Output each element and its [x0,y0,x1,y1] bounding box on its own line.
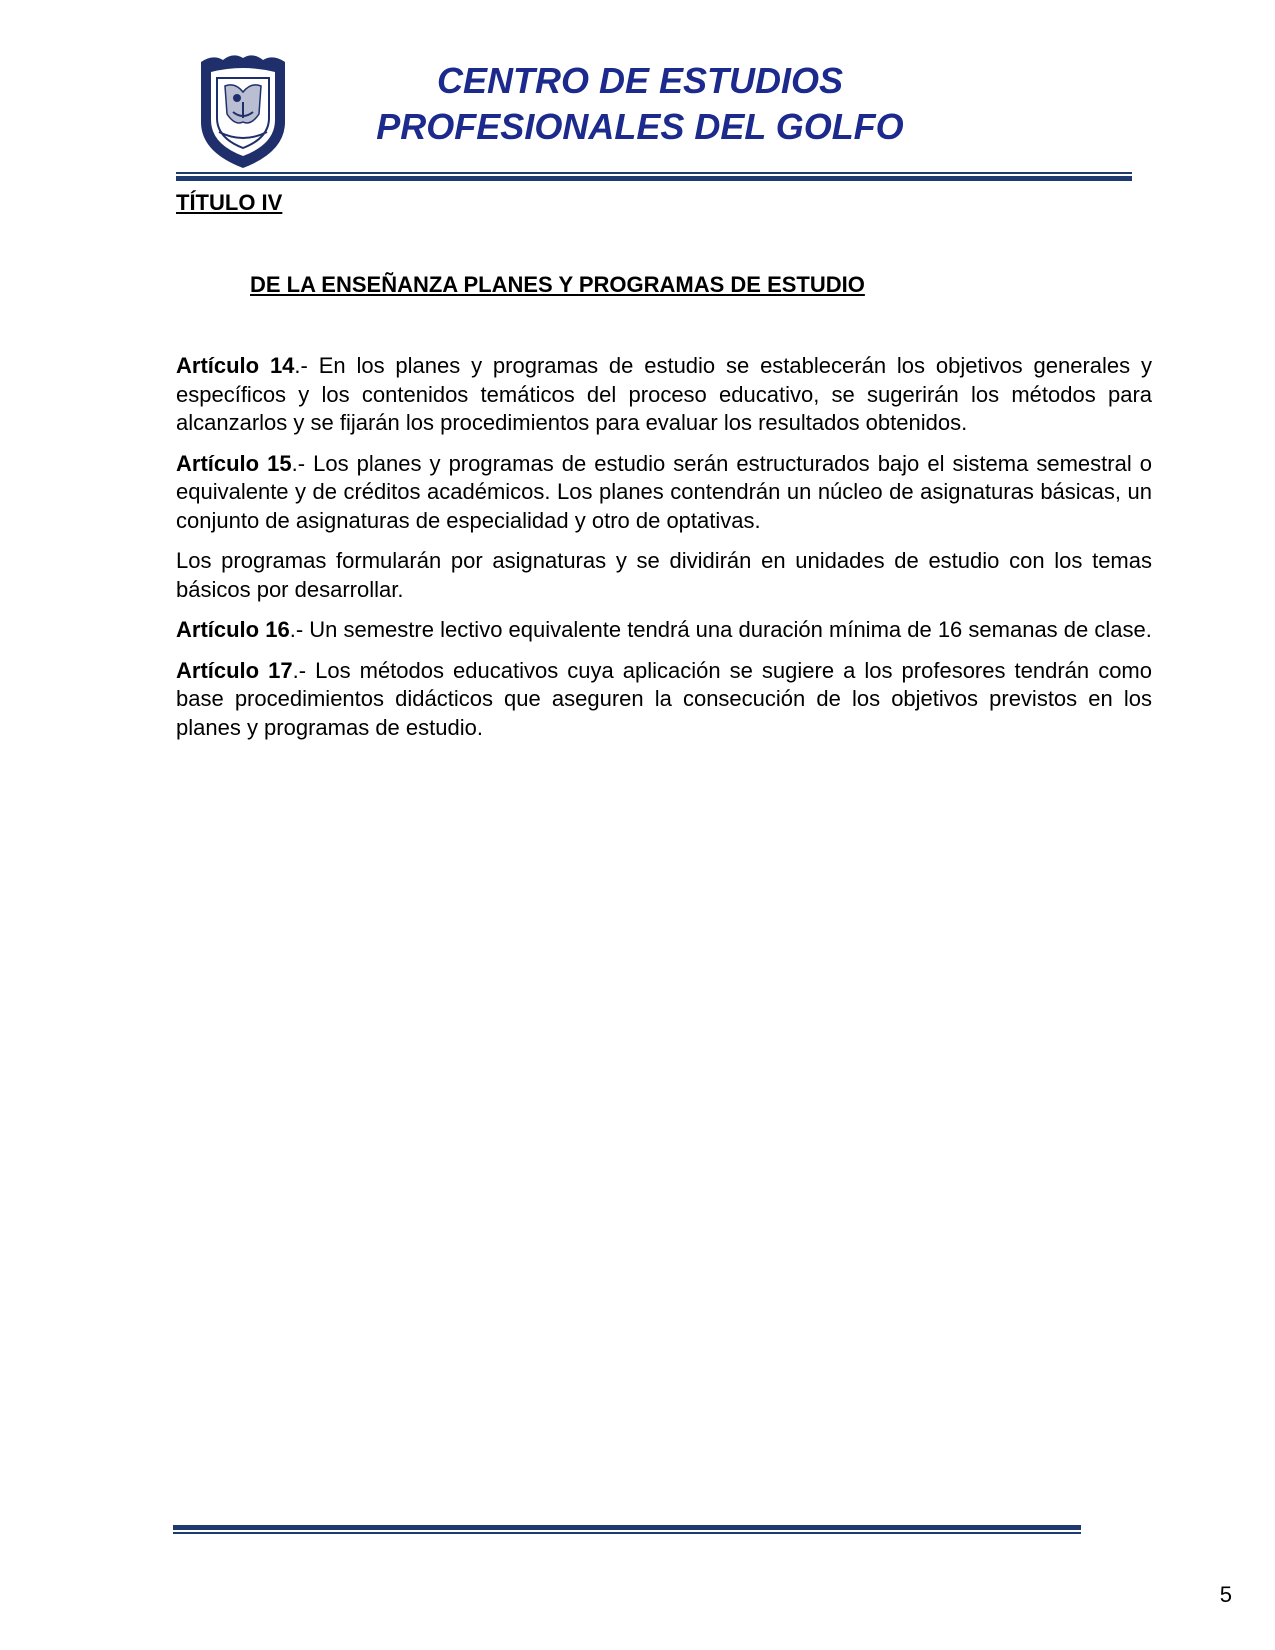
article-label: Artículo 16 [176,617,290,642]
section-heading: DE LA ENSEÑANZA PLANES Y PROGRAMAS DE ESTUDIO [250,272,865,297]
article-text: .- Los métodos educativos cuya aplicación se sugiere a los profesores tendrán como base procedimientos didácticos que aseguren la consecución de los objetivos previstos en los planes y programas de estudio. [176,657,1152,740]
article-text: .- Los planes y programas de estudio serán estructurados bajo el sistema semestral o equivalente y de créditos académicos. Los planes contendrán un núcleo de asignaturas básicas, un conjunto de asignaturas de especialidad y otro de optativas. [176,450,1152,533]
article-label: Artículo 15 [176,450,292,476]
article-text: Los programas formularán por asignaturas y se dividirán en unidades de estudio con los temas básicos por desarrollar. [176,548,1152,602]
article-17 [176,657,1152,743]
article-15 [176,450,1152,536]
footer-divider [173,1525,1081,1534]
document-body [176,352,1152,754]
article-14 [176,352,1152,438]
document-title: TÍTULO IV [176,190,283,215]
article-text: .- En los planes y programas de estudio se establecerán los objetivos generales y específicos y los contenidos temáticos del proceso educativo, se sugerirán los métodos para alcanzarlos y se fijarán los procedimientos para evaluar los resultados obtenidos. [176,353,1152,435]
article-label: Artículo 17 [176,657,293,683]
institution-name-line1: CENTRO DE ESTUDIOS [436,60,844,101]
article-15-paragraph-2 [176,547,1152,604]
page-number: 5 [1219,1582,1232,1607]
institution-seal-logo [193,52,293,170]
article-label: Artículo 14 [176,353,295,378]
institution-name [340,58,940,150]
institution-name-line2: PROFESIONALES DEL GOLFO [376,106,904,147]
article-text: .- Un semestre lectivo equivalente tendrá una duración mínima de 16 semanas de clase. [289,617,1152,642]
article-16 [176,616,1152,645]
header-divider [176,172,1132,181]
